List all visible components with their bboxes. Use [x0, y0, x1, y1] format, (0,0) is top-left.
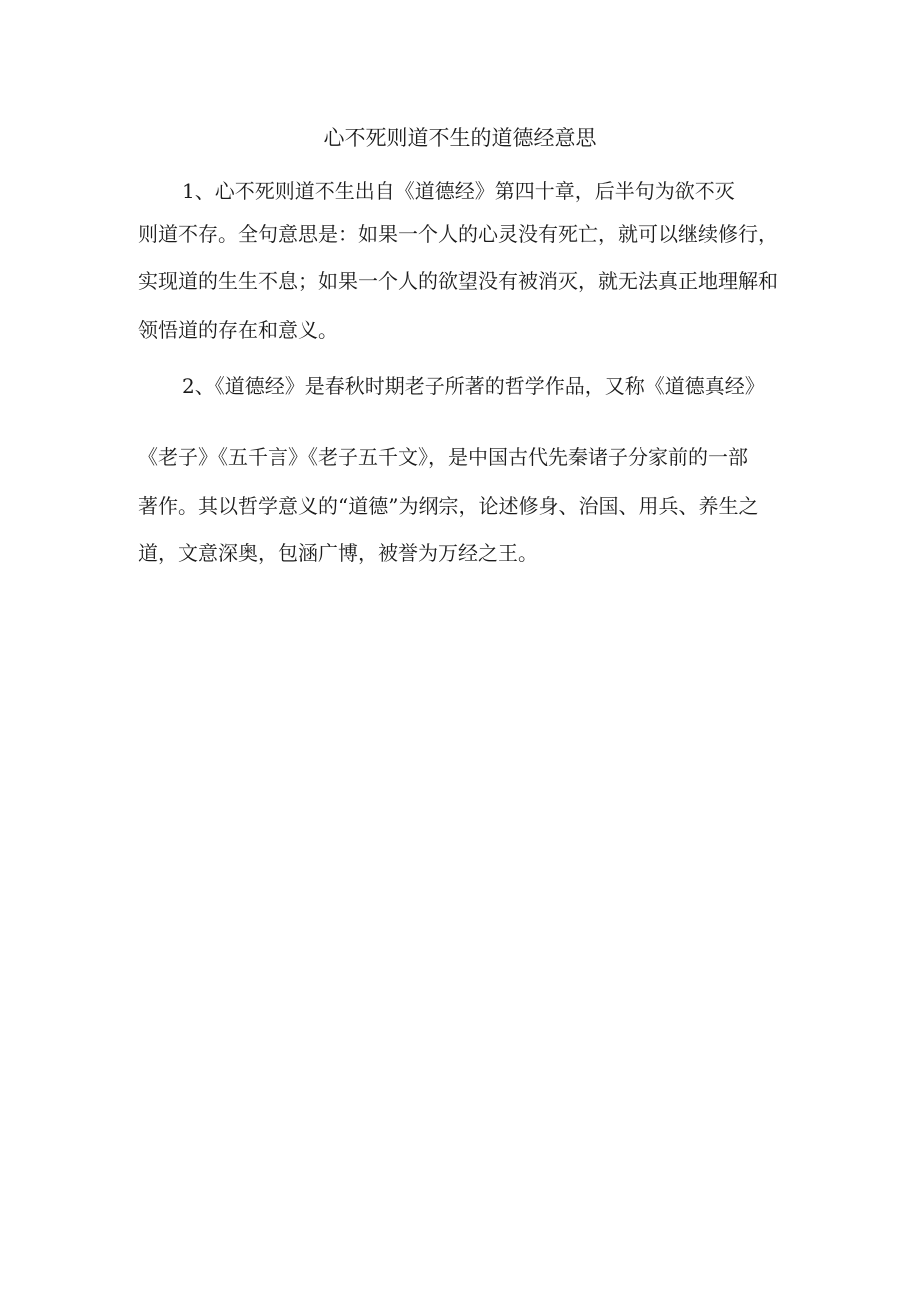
paragraph-1-line-3: 实现道的生生不息；如果一个人的欲望没有被消灭，就无法真正地理解和: [138, 269, 778, 293]
paragraph-1-line-1: 1、心不死则道不生出自《道德经》第四十章，后半句为欲不灭: [182, 179, 735, 203]
paragraph-2-line-2: 《老子》《五千言》《老子五千文》，是中国古代先秦诸子分家前的一部: [138, 445, 748, 469]
paragraph-2-line-1: 2、《道德经》是春秋时期老子所著的哲学作品，又称《道德真经》: [182, 374, 765, 398]
document-title: 心不死则道不生的道德经意思: [323, 126, 597, 150]
paragraph-1-line-4: 领悟道的存在和意义。: [138, 318, 338, 342]
paragraph-2-line-3: 著作。其以哲学意义的“道德”为纲宗，论述修身、治国、用兵、养生之: [138, 494, 759, 518]
paragraph-1-line-2: 则道不存。全句意思是：如果一个人的心灵没有死亡，就可以继续修行，: [138, 222, 778, 246]
paragraph-2-line-4: 道，文意深奥，包涵广博，被誉为万经之王。: [138, 541, 538, 565]
